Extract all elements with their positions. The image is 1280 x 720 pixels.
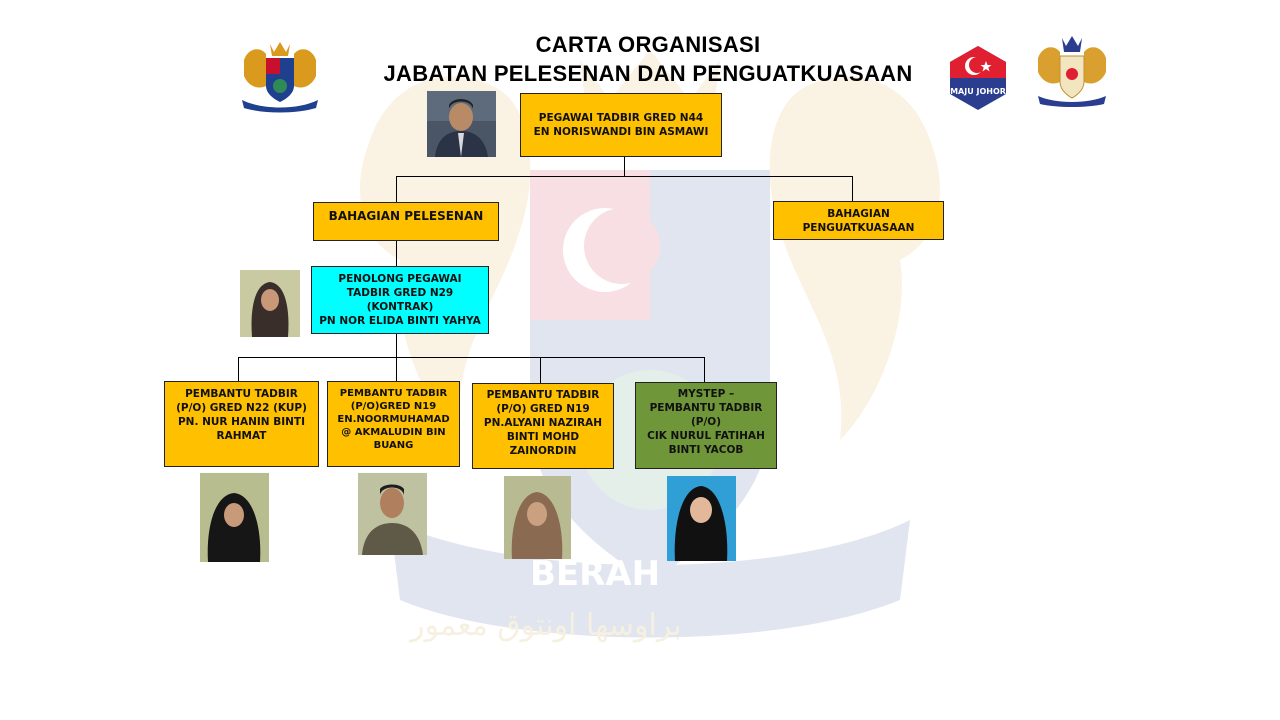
node-staff-3-line-4: BINTI MOHD [506, 431, 580, 443]
photo-staff-2 [358, 473, 427, 555]
node-staff-4-line-4: CIK NURUL FATIHAH [647, 430, 765, 442]
node-head-line-2: EN NORISWANDI BIN ASMAWI [533, 126, 709, 138]
connector-level3-horizontal [238, 357, 704, 358]
node-staff-2-line-1: PEMBANTU TADBIR [339, 388, 448, 399]
node-penolong-pegawai [311, 266, 489, 334]
connector-to-staff-4 [704, 357, 705, 383]
connector-to-pelesenan [396, 176, 397, 202]
node-staff-2-line-3: EN.NOORMUHAMAD [337, 414, 450, 425]
node-staff-2-line-2: (P/O)GRED N19 [350, 401, 437, 412]
node-staff-4 [635, 382, 777, 469]
page-title [300, 30, 996, 88]
node-penolong-line-2: TADBIR GRED N29 [346, 287, 454, 299]
watermark-banner-text: BERAH [530, 554, 661, 594]
connector-penolong-down [396, 333, 397, 357]
title-line-2: JABATAN PELESENAN DAN PENGUATKUASAAN [383, 61, 913, 86]
connector-to-penguatkuasaan [852, 176, 853, 201]
node-bahagian-pelesenan [313, 202, 499, 241]
node-bahagian-penguatkuasaan [773, 201, 944, 240]
node-penolong-line-3: (KONTRAK) [366, 301, 434, 313]
node-staff-2 [327, 381, 460, 467]
title-line-1: CARTA ORGANISASI [535, 32, 761, 57]
photo-head-officer [427, 91, 496, 157]
node-staff-1-line-4: RAHMAT [216, 430, 267, 442]
node-staff-3-line-3: PN.ALYANI NAZIRAH [483, 417, 603, 429]
node-staff-3 [472, 383, 614, 469]
connector-to-staff-3 [540, 357, 541, 383]
node-pelesenan-label: BAHAGIAN PELESENAN [328, 209, 484, 223]
node-staff-3-line-5: ZAINORDIN [509, 445, 577, 457]
node-penolong-line-1: PENOLONG PEGAWAI [338, 273, 462, 285]
photo-staff-4 [667, 476, 736, 561]
node-head-officer [520, 93, 722, 157]
node-staff-1-line-2: (P/O) GRED N22 (KUP) [176, 402, 307, 414]
connector-to-staff-2 [396, 357, 397, 382]
node-penolong-line-4: PN NOR ELIDA BINTI YAHYA [319, 315, 481, 327]
node-staff-2-line-5: BUANG [373, 440, 414, 451]
watermark-jawi-text: براوسها اونتوق معمور [410, 608, 682, 643]
connector-pelesenan-down [396, 240, 397, 267]
node-staff-1 [164, 381, 319, 467]
node-staff-3-line-1: PEMBANTU TADBIR [486, 389, 600, 401]
node-penguatkuasaan-line-1: BAHAGIAN [827, 207, 890, 220]
node-staff-4-line-3: (P/O) [690, 416, 722, 428]
node-staff-4-line-2: PEMBANTU TADBIR [649, 402, 763, 414]
node-staff-4-line-1: MYSTEP – [677, 388, 735, 400]
node-staff-1-line-1: PEMBANTU TADBIR [185, 388, 298, 400]
connector-to-staff-1 [238, 357, 239, 382]
maju-johor-text: MAJU JOHOR [950, 87, 1006, 96]
node-staff-1-line-3: PN. NUR HANIN BINTI [177, 416, 305, 428]
node-penguatkuasaan-line-2: PENGUATKUASAAN [802, 221, 915, 234]
maju-johor-logo [948, 44, 1008, 112]
node-staff-4-line-5: BINTI YACOB [668, 444, 744, 456]
photo-staff-1 [200, 473, 269, 562]
node-staff-2-line-4: @ AKMALUDIN BIN [341, 427, 446, 438]
node-staff-3-line-2: (P/O) GRED N19 [496, 403, 590, 415]
photo-staff-3 [504, 476, 571, 559]
connector-head-down [624, 156, 625, 176]
connector-level1-horizontal [396, 176, 852, 177]
photo-penolong-pegawai [240, 270, 300, 337]
node-head-line-1: PEGAWAI TADBIR GRED N44 [538, 112, 704, 124]
johor-crest-icon [238, 40, 322, 114]
state-crest-icon [1034, 34, 1110, 108]
